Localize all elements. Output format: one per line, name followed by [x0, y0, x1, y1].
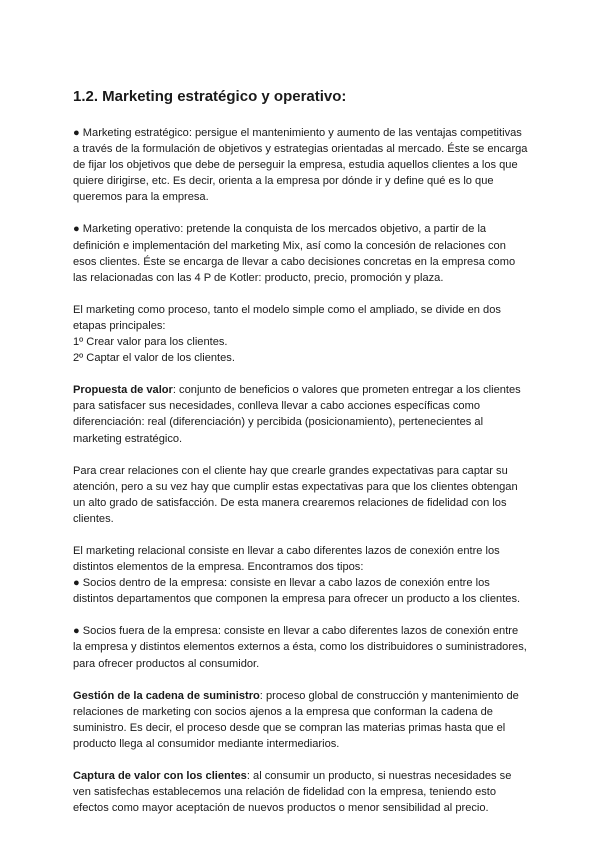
paragraph-marketing-relacional: [73, 543, 528, 607]
text-line: para ofrecer productos al consumidor.: [73, 657, 260, 670]
paragraph-captura-valor: [73, 768, 528, 816]
bold-term: Gestión de la cadena de suministro: [73, 689, 260, 702]
text-line: las relacionadas con las 4 P de Kotler: producto, precio, promoción y plaza.: [73, 271, 444, 284]
text-line: etapas principales:: [73, 319, 166, 332]
text-line: clientes.: [73, 512, 114, 525]
text-line: de fijar los objetivos que debe de perseguir la empresa, estudia aquellos clientes a los que: [73, 159, 518, 172]
text-line: queremos para la empresa.: [73, 191, 209, 204]
bold-term: Propuesta de valor: [73, 384, 173, 397]
text-line: atención, pero a su vez hay que cumplir estas expectativas para que los clientes obtengan: [73, 480, 518, 493]
text-run: : conjunto de beneficios o valores que prometen entregar a los clientes: [172, 384, 521, 397]
text-line: marketing estratégico.: [73, 432, 183, 445]
bold-term: Captura de valor con los clientes: [73, 770, 247, 782]
text-line: producto llega al consumidor mediante intermediarios.: [73, 737, 340, 750]
text-line: ven satisfechas establecemos una relación de fidelidad con la empresa, teniendo esto: [73, 786, 497, 799]
text-line: para satisfacer sus necesidades, conlleva llevar a cabo acciones específicas como: [73, 400, 480, 413]
text-line: distintos departamentos que componen la empresa para ofrecer un producto a los clientes.: [73, 593, 521, 606]
text-line: suministro. Es decir, el proceso desde que se compran las materias primas hasta que el: [73, 721, 506, 734]
text-line: Para crear relaciones con el cliente hay que crearle grandes expectativas para captar su: [73, 464, 508, 477]
paragraph-marketing-proceso: [73, 302, 528, 366]
text-line: ● Marketing estratégico: persigue el mantenimiento y aumento de las ventajas competitivas: [73, 127, 522, 139]
paragraph-marketing-estrategico: [73, 125, 528, 205]
text-run: : proceso global de construcción y mantenimiento de: [259, 689, 519, 702]
paragraph-relaciones-cliente: [73, 463, 528, 527]
section-title: 1.2. Marketing estratégico y operativo:: [73, 88, 347, 105]
text-run: : al consumir un producto, si nuestras necesidades se: [246, 770, 512, 782]
text-line: [73, 688, 528, 704]
text-line: la empresa y distintos elementos externos a ésta, como los distribuidores o suministradores,: [73, 641, 527, 654]
text-line: esos clientes. Éste se encarga de llevar a cabo decisiones concretas en la empresa como: [73, 255, 516, 268]
text-line: relaciones de marketing con socios ajenos a la empresa que conforman la cadena de: [73, 705, 493, 718]
text-line: definición e implementación del marketing Mix, así como la concesión de relaciones con: [73, 239, 506, 252]
text-line: diferenciación: real (diferenciación) y percibida (posicionamiento), pertenecientes al: [73, 416, 484, 429]
text-line: a través de la formulación de objetivos y estrategias orientadas al mercado. Éste se encarga: [73, 143, 528, 156]
document-page: [73, 86, 528, 832]
text-line: distintos elementos de la empresa. Encontramos dos tipos:: [73, 561, 364, 574]
text-line: ● Socios fuera de la empresa: consiste en llevar a cabo diferentes lazos de conexión entre: [73, 625, 519, 638]
text-line: El marketing como proceso, tanto el modelo simple como el ampliado, se divide en dos: [73, 303, 501, 316]
text-line: ● Marketing operativo: pretende la conquista de los mercados objetivo, a partir de la: [73, 223, 487, 236]
text-line: efectos como mayor aceptación de nuevos productos o menor sensibilidad al precio.: [73, 802, 489, 815]
paragraph-cadena-suministro: [73, 688, 528, 752]
text-line: [73, 382, 528, 398]
text-line: [73, 768, 528, 784]
paragraph-marketing-operativo: [73, 221, 528, 285]
text-line: ● Socios dentro de la empresa: consiste en llevar a cabo lazos de conexión entre los: [73, 577, 490, 590]
text-line: El marketing relacional consiste en llevar a cabo diferentes lazos de conexión entre los: [73, 544, 500, 557]
text-line: quiere dirigirse, etc. Es decir, orienta a la empresa por dónde ir y define qué es lo que: [73, 175, 494, 188]
text-line: 1º Crear valor para los clientes.: [73, 336, 228, 349]
text-line: un alto grado de satisfacción. De esta manera crearemos relaciones de fidelidad con los: [73, 496, 507, 509]
paragraph-propuesta-de-valor: [73, 382, 528, 446]
text-line: 2º Captar el valor de los clientes.: [73, 352, 235, 365]
paragraph-socios-fuera: [73, 623, 528, 671]
